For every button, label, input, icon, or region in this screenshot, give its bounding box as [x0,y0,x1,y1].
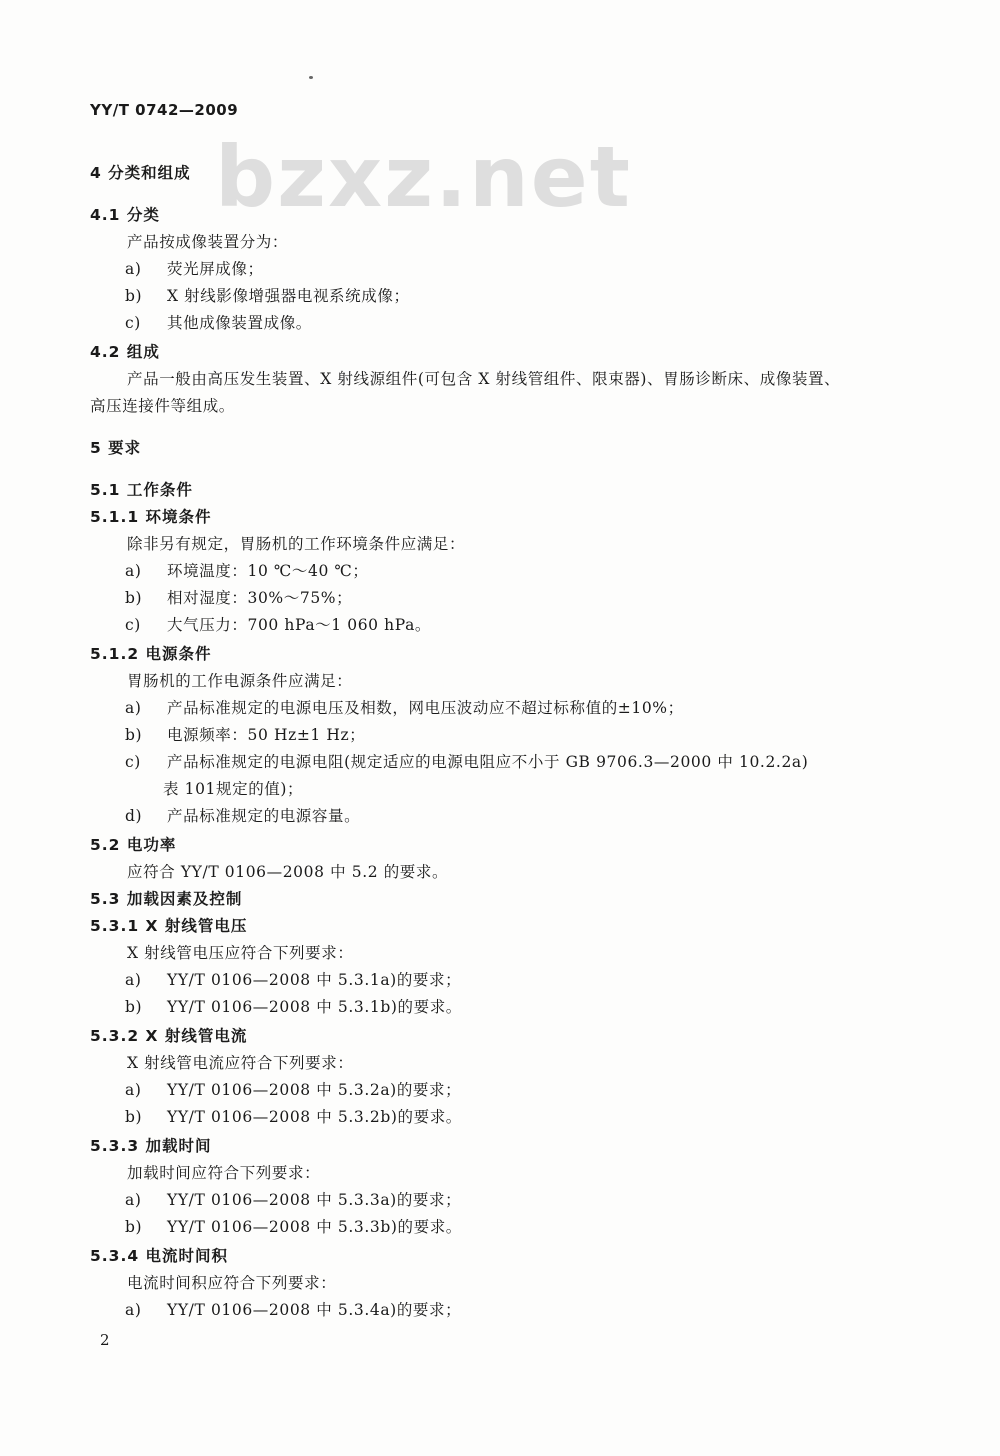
paragraph-line [127,1163,320,1183]
line-text: 5.1.1 环境条件 [90,508,212,526]
line-text: 表 101规定的值)； [163,780,304,798]
list-marker: b) [125,287,143,305]
section-heading [90,1026,247,1046]
section-heading [90,163,191,183]
line-text: 电源频率：50 Hz±1 Hz； [167,726,366,744]
list-marker: c) [125,314,141,332]
line-text: 5.3.1 X 射线管电压 [90,917,248,935]
line-text: 产品一般由高压发生装置、X 射线源组件(可包含 X 射线管组件、限束器)、胃肠诊断床、成像装置、 [127,370,841,388]
line-text: 5 要求 [90,439,142,457]
list-marker: a) [125,1301,142,1319]
paragraph-line [127,671,352,691]
line-text: 5.1 工作条件 [90,481,193,499]
line-text: YY/T 0106—2008 中 5.3.2b)的要求。 [167,1108,462,1126]
list-item [125,1190,461,1210]
section-heading [90,916,247,936]
line-text: 5.1.2 电源条件 [90,645,212,663]
line-text: X 射线影像增强器电视系统成像； [167,287,410,305]
list-item [125,259,264,279]
standard-code: YY/T 0742—2009 [90,101,239,119]
watermark: bzxz.net [215,128,632,226]
list-marker: b) [125,998,143,1016]
list-item [125,561,368,581]
list-marker: c) [125,616,141,634]
list-item-continuation [163,779,303,799]
line-text: 高压连接件等组成。 [90,397,235,415]
line-text: 5.3.3 加载时间 [90,1137,212,1155]
line-text: 5.2 电功率 [90,836,177,854]
list-item [125,1107,462,1127]
page-number: 2 [100,1331,111,1349]
line-text: 5.3.2 X 射线管电流 [90,1027,248,1045]
line-text: 产品标准规定的电源电压及相数，网电压波动应不超过标称值的±10%； [167,699,684,717]
line-text: 其他成像装置成像。 [167,314,312,332]
paragraph-line [127,534,465,554]
line-text: 产品按成像装置分为： [127,233,289,251]
list-marker: a) [125,562,142,580]
list-item [125,286,410,306]
list-item [125,698,684,718]
paragraph-line [127,369,840,389]
section-heading [90,205,160,225]
list-item [125,725,365,745]
list-marker: a) [125,1081,142,1099]
list-item [125,970,461,990]
scan-speck [309,76,313,79]
list-item [125,1217,462,1237]
line-text: 相对湿度：30%～75%； [167,589,353,607]
section-heading [90,889,242,909]
line-text: YY/T 0106—2008 中 5.3.4a)的要求； [167,1301,462,1319]
line-text: 5.3.4 电流时间积 [90,1247,229,1265]
line-text: 5.3 加载因素及控制 [90,890,243,908]
line-text: 大气压力：700 hPa～1 060 hPa。 [167,616,432,634]
line-text: 4 分类和组成 [90,164,191,182]
list-item [125,997,462,1017]
list-item [125,806,360,826]
line-text: 胃肠机的工作电源条件应满足： [127,672,353,690]
list-item [125,588,352,608]
section-heading [90,835,176,855]
list-item [125,313,312,333]
line-text: YY/T 0106—2008 中 5.3.1b)的要求。 [167,998,462,1016]
list-marker: a) [125,260,142,278]
line-text: YY/T 0106—2008 中 5.3.3b)的要求。 [167,1218,462,1236]
section-heading [90,1246,228,1266]
list-marker: b) [125,1108,143,1126]
paragraph-line [127,1273,336,1293]
list-marker: a) [125,1191,142,1209]
list-marker: d) [125,807,143,825]
list-marker: a) [125,699,142,717]
section-heading [90,1136,212,1156]
paragraph-line [127,232,288,252]
line-text: 应符合 YY/T 0106—2008 中 5.2 的要求。 [127,863,449,881]
section-heading [90,507,212,527]
line-text: 电流时间积应符合下列要求： [127,1274,337,1292]
list-item [125,1080,461,1100]
list-marker: b) [125,589,143,607]
list-item [125,1300,461,1320]
section-heading [90,342,160,362]
line-text: X 射线管电压应符合下列要求： [127,944,354,962]
list-item [125,752,808,772]
line-text: 荧光屏成像； [167,260,264,278]
paragraph-line [127,1053,353,1073]
paragraph-line [127,943,353,963]
line-text: 加载时间应符合下列要求： [127,1164,321,1182]
line-text: YY/T 0106—2008 中 5.3.2a)的要求； [167,1081,462,1099]
line-text: 环境温度：10 ℃～40 ℃； [167,562,369,580]
list-marker: c) [125,753,141,771]
line-text: X 射线管电流应符合下列要求： [127,1054,354,1072]
list-marker: b) [125,726,143,744]
list-marker: a) [125,971,142,989]
section-heading [90,438,141,458]
paragraph-line [90,396,235,416]
line-text: 除非另有规定，胃肠机的工作环境条件应满足： [127,535,466,553]
section-heading [90,644,212,664]
list-marker: b) [125,1218,143,1236]
line-text: YY/T 0106—2008 中 5.3.3a)的要求； [167,1191,462,1209]
line-text: 产品标准规定的电源容量。 [167,807,361,825]
line-text: 4.1 分类 [90,206,160,224]
section-heading [90,480,193,500]
line-text: YY/T 0106—2008 中 5.3.1a)的要求； [167,971,462,989]
line-text: 4.2 组成 [90,343,160,361]
list-item [125,615,431,635]
paragraph-line [127,862,448,882]
line-text: 产品标准规定的电源电阻(规定适应的电源电阻应不小于 GB 9706.3—2000 中 10.2.2a) [167,753,809,771]
